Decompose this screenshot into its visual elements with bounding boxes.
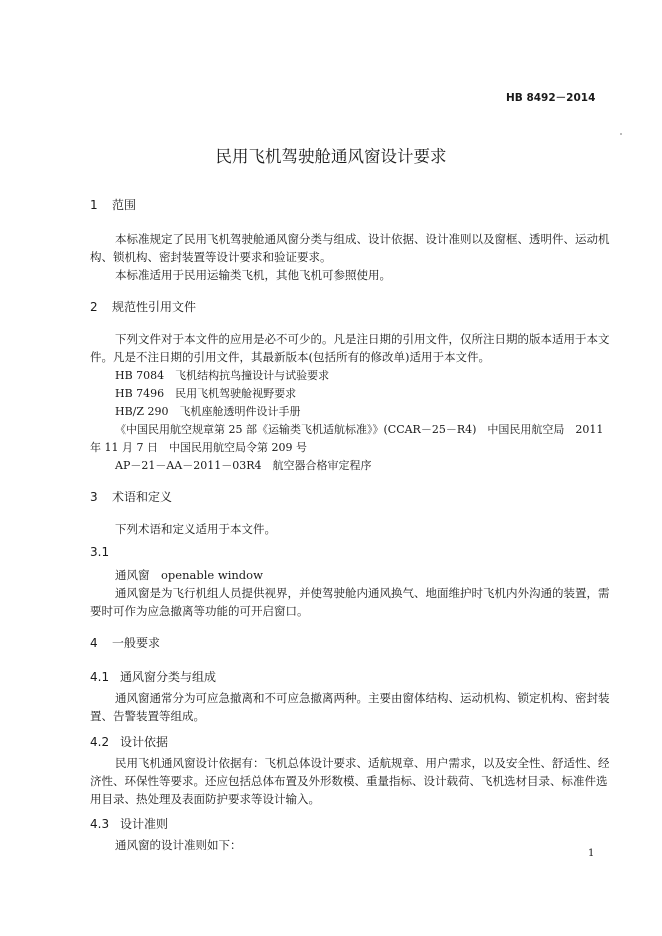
paragraph-line: 本标准规定了民用飞机驾驶舱通风窗分类与组成、设计依据、设计准则以及窗框、透明件、运动机	[115, 232, 610, 246]
subsection-4-3-heading	[90, 815, 168, 832]
subsection-title: 通风窗分类与组成	[120, 670, 217, 684]
paragraph-line: 置、告警装置等组成。	[90, 709, 205, 723]
scan-speck	[620, 133, 622, 135]
subsection-number: 4.1	[90, 670, 110, 684]
term-entry: 通风窗 openable window	[115, 568, 263, 582]
paragraph-line: 通风窗的设计准则如下：	[115, 838, 242, 852]
subsection-title: 设计依据	[120, 735, 169, 749]
paragraph-line: 本标准适用于民用运输类飞机，其他飞机可参照使用。	[115, 268, 391, 282]
section-number: 4	[90, 636, 98, 650]
section-2-heading	[90, 298, 196, 315]
paragraph-line: 构、锁机构、密封装置等设计要求和验证要求。	[90, 250, 332, 264]
subsection-number: 3.1	[90, 545, 110, 559]
paragraph-line: 用目录、热处理及表面防护要求等设计输入。	[90, 792, 320, 806]
section-4-heading	[90, 634, 160, 651]
section-number: 3	[90, 490, 98, 504]
page-number: 1	[588, 848, 595, 859]
paragraph-line: 下列术语和定义适用于本文件。	[115, 522, 276, 536]
section-title: 范围	[112, 198, 137, 212]
section-title: 术语和定义	[112, 490, 173, 504]
paragraph-line: 件。凡是不注日期的引用文件，其最新版本(包括所有的修改单)适用于本文件。	[90, 350, 490, 364]
paragraph-line: 民用飞机通风窗设计依据有：飞机总体设计要求、适航规章、用户需求，以及安全性、舒适性、经	[115, 756, 610, 770]
subsection-number: 4.2	[90, 735, 110, 749]
subsection-number: 4.3	[90, 817, 110, 831]
definition-line: 要时可作为应急撤离等功能的可开启窗口。	[90, 604, 309, 618]
document-title: 民用飞机驾驶舱通风窗设计要求	[215, 147, 447, 166]
reference-item: HB/Z 290 飞机座舱透明件设计手册	[115, 405, 301, 418]
subsection-title: 设计准则	[120, 817, 169, 831]
section-title: 规范性引用文件	[112, 300, 197, 314]
reference-item: AP－21－AA－2011－03R4 航空器合格审定程序	[115, 459, 372, 472]
subsection-4-1-heading	[90, 668, 216, 685]
document-number: HB 8492－2014	[506, 92, 596, 104]
reference-item: 年 11 月 7 日 中国民用航空局令第 209 号	[90, 441, 307, 454]
reference-item: 《中国民用航空规章第 25 部《运输类飞机适航标准》》(CCAR－25－R4) 中国民用航空局 2011	[115, 423, 604, 436]
reference-item: HB 7084 飞机结构抗鸟撞设计与试验要求	[115, 369, 330, 382]
subsection-4-2-heading	[90, 733, 168, 750]
paragraph-line: 通风窗通常分为可应急撤离和不可应急撤离两种。主要由窗体结构、运动机构、锁定机构、密封装	[115, 691, 610, 705]
paragraph-line: 济性、环保性等要求。还应包括总体布置及外形数模、重量指标、设计载荷、飞机选材目录、标准件选	[90, 774, 608, 788]
paragraph-line: 下列文件对于本文件的应用是必不可少的。凡是注日期的引用文件，仅所注日期的版本适用于本文	[115, 332, 610, 346]
section-number: 1	[90, 198, 98, 212]
definition-line: 通风窗是为飞行机组人员提供视界，并使驾驶舱内通风换气、地面维护时飞机内外沟通的装置，需	[115, 586, 610, 600]
section-title: 一般要求	[112, 636, 161, 650]
section-number: 2	[90, 300, 98, 314]
section-3-heading	[90, 488, 172, 505]
section-1-heading	[90, 196, 136, 213]
reference-item: HB 7496 民用飞机驾驶舱视野要求	[115, 387, 297, 400]
